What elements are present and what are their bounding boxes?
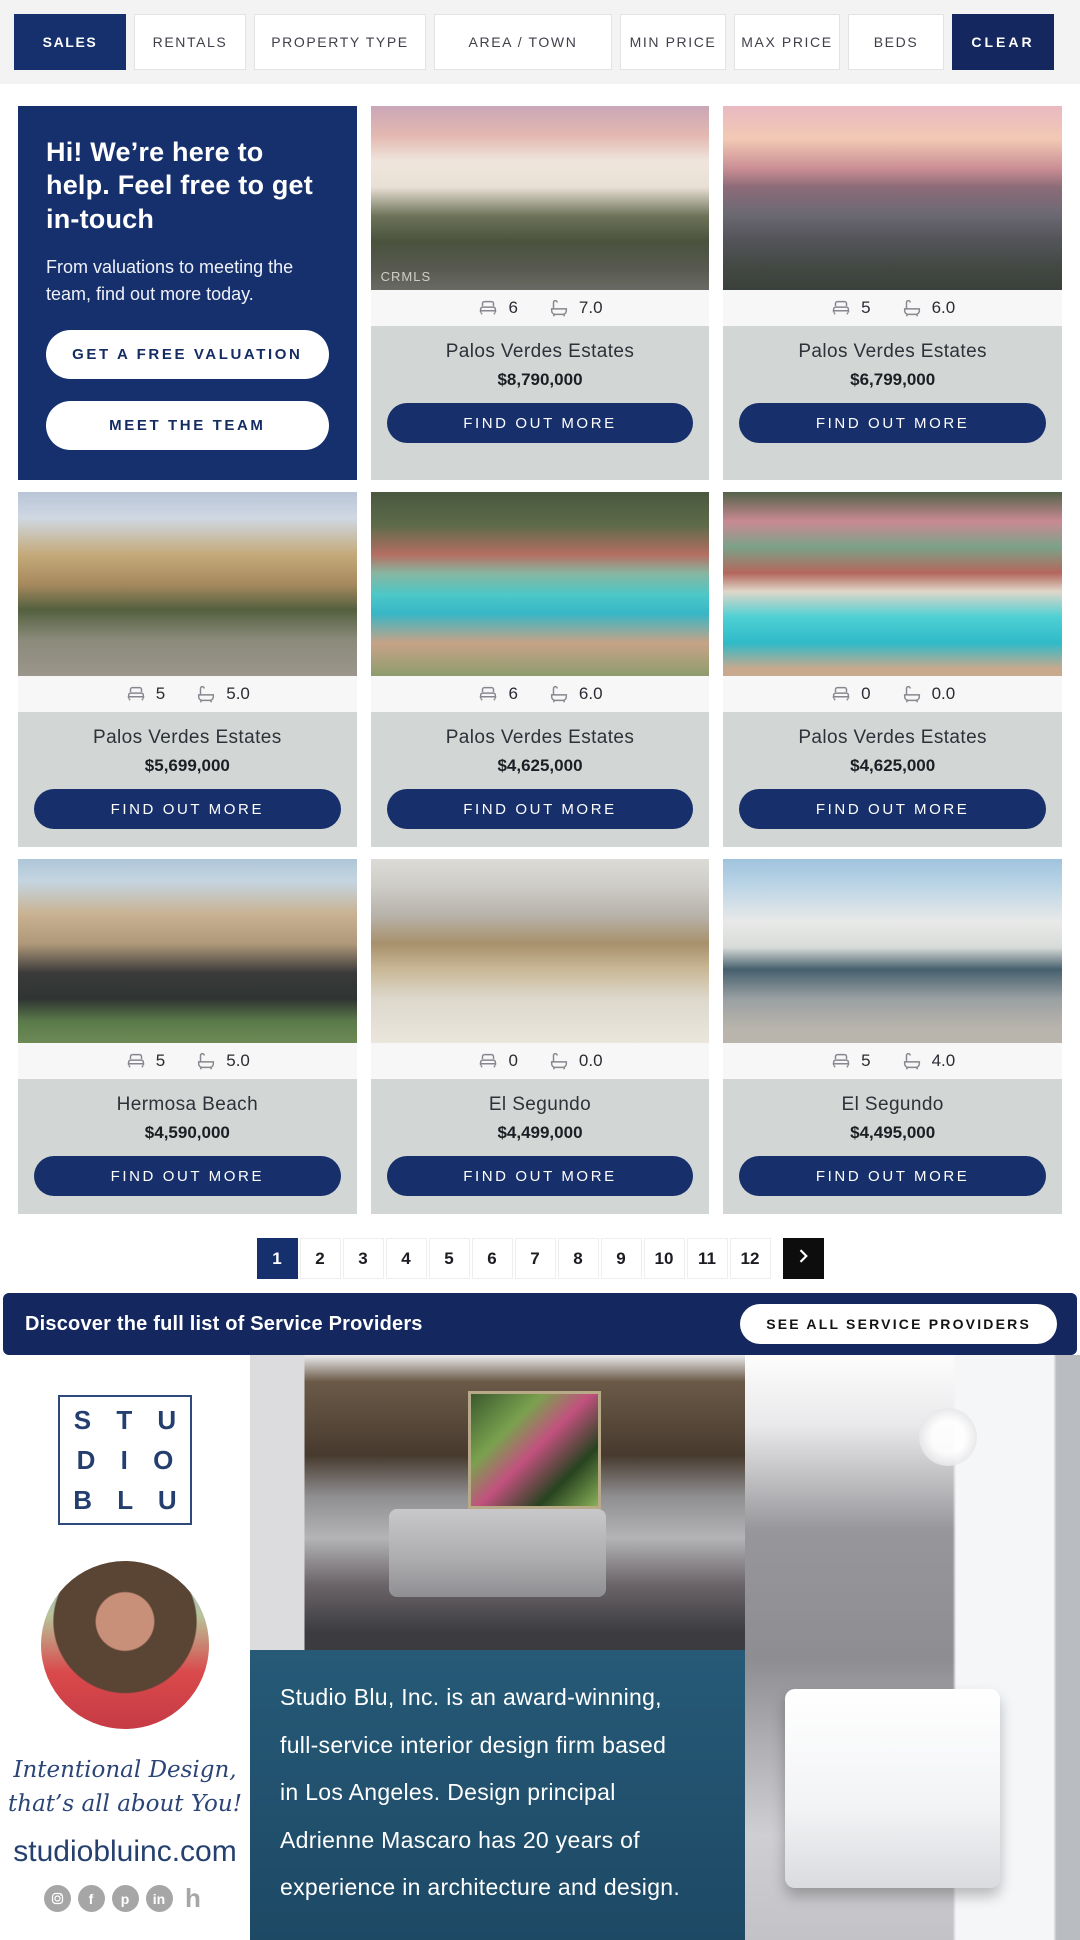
promo-body: From valuations to meeting the team, find out more today. (46, 257, 294, 305)
find-out-more-button[interactable]: FIND OUT MORE (739, 1156, 1046, 1196)
listing-card (371, 859, 710, 1214)
bath-icon (195, 1050, 217, 1072)
beds-count: 6 (508, 684, 518, 704)
beds-count: 5 (861, 1051, 871, 1071)
description-line: Adrienne Mascaro has 20 years of (280, 1826, 640, 1853)
pinterest-icon[interactable]: p (112, 1885, 139, 1912)
banner-text: Discover the full list of Service Providers (25, 1312, 423, 1335)
find-out-more-button[interactable]: FIND OUT MORE (34, 1156, 341, 1196)
logo-line: D I O (76, 1445, 183, 1476)
listing-photo[interactable] (723, 106, 1062, 290)
listing-info (371, 1079, 710, 1214)
meet-the-team-button[interactable]: MEET THE TEAM (46, 401, 329, 450)
listing-photo[interactable] (18, 492, 357, 676)
listing-price: $4,499,000 (497, 1123, 583, 1143)
listing-card (371, 492, 710, 847)
listing-location: Palos Verdes Estates (798, 727, 987, 749)
studio-blu-website-link[interactable]: studiobluinc.com (13, 1835, 237, 1869)
logo-line: B L U (73, 1485, 186, 1516)
page-button-6[interactable]: 6 (472, 1238, 513, 1279)
bed-icon (125, 683, 147, 705)
listing-card (18, 859, 357, 1214)
description-line: full-service interior design firm based (280, 1731, 667, 1758)
bed-icon (477, 683, 499, 705)
find-out-more-button[interactable]: FIND OUT MORE (739, 403, 1046, 443)
description-line: experience in architecture and design. (280, 1874, 681, 1901)
listing-stats (371, 1043, 710, 1079)
beds-count: 5 (861, 298, 871, 317)
beds-count: 5 (155, 1051, 166, 1071)
listing-photo[interactable] (723, 859, 1062, 1043)
bed-icon (830, 683, 852, 705)
description-line: in Los Angeles. Design principal (280, 1779, 616, 1806)
listing-card (723, 492, 1062, 847)
listing-card (18, 492, 357, 847)
filter-max-price-button[interactable]: MAX PRICE (734, 14, 840, 70)
houzz-icon[interactable]: h (185, 1883, 201, 1914)
bath-icon (548, 1050, 570, 1072)
logo-line: S T U (73, 1405, 186, 1436)
page-button-11[interactable]: 11 (687, 1238, 728, 1279)
listing-info (18, 1079, 357, 1214)
see-all-service-providers-button[interactable]: SEE ALL SERVICE PROVIDERS (740, 1304, 1057, 1344)
listing-stats (371, 290, 710, 326)
listing-photo[interactable] (371, 492, 710, 676)
filter-sales-button[interactable]: SALES (14, 14, 126, 70)
listing-photo[interactable] (371, 859, 710, 1043)
bed-icon (477, 1050, 499, 1072)
listing-price: $5,699,000 (144, 756, 230, 776)
baths-count: 4.0 (931, 1051, 956, 1071)
page-button-2[interactable]: 2 (300, 1238, 341, 1279)
page-button-4[interactable]: 4 (386, 1238, 427, 1279)
listing-location: Palos Verdes Estates (93, 727, 282, 749)
listing-card (371, 106, 710, 480)
bed-icon (830, 297, 852, 319)
contact-promo-card (18, 106, 357, 480)
filter-property-type-button[interactable]: PROPERTY TYPE (254, 14, 426, 70)
bath-icon (195, 683, 217, 705)
linkedin-icon[interactable]: in (146, 1885, 173, 1912)
filter-bar (0, 0, 1080, 84)
listing-info (371, 326, 710, 480)
listing-location: Hermosa Beach (116, 1094, 259, 1116)
pendant-lamp (919, 1408, 977, 1466)
studio-blu-left-panel (0, 1355, 250, 1940)
filter-rentals-button[interactable]: RENTALS (134, 14, 246, 70)
listing-location: El Segundo (488, 1094, 592, 1116)
filter-min-price-button[interactable]: MIN PRICE (620, 14, 726, 70)
next-page-button[interactable] (783, 1238, 824, 1279)
find-out-more-button[interactable]: FIND OUT MORE (34, 789, 341, 829)
studio-blu-ad[interactable] (0, 1355, 1080, 1940)
find-out-more-button[interactable]: FIND OUT MORE (739, 789, 1046, 829)
page-button-5[interactable]: 5 (429, 1238, 470, 1279)
designer-portrait-photo (41, 1561, 209, 1729)
listing-location: Palos Verdes Estates (445, 341, 635, 362)
listing-price: $4,590,000 (144, 1123, 230, 1143)
listing-photo[interactable] (18, 859, 357, 1043)
bath-icon (548, 683, 570, 705)
beds-count: 0 (861, 684, 871, 704)
listings-grid (0, 84, 1080, 1214)
social-icons (44, 1885, 207, 1912)
baths-count: 6.0 (931, 298, 956, 317)
find-out-more-button[interactable]: FIND OUT MORE (387, 1156, 694, 1196)
page-button-8[interactable]: 8 (558, 1238, 599, 1279)
listing-card (723, 859, 1062, 1214)
tagline-line: that’s all about You! (8, 1791, 242, 1818)
listing-price: $4,495,000 (850, 1123, 936, 1143)
baths-count: 0.0 (578, 1051, 603, 1071)
listing-card (723, 106, 1062, 480)
find-out-more-button[interactable]: FIND OUT MORE (387, 789, 694, 829)
baths-count: 6.0 (578, 684, 603, 704)
promo-heading: Hi! We’re here to help. Feel free to get in-touch (46, 137, 313, 234)
baths-count: 5.0 (226, 684, 250, 704)
bath-icon (548, 297, 570, 319)
listing-location: Palos Verdes Estates (445, 727, 635, 749)
bathroom-photo (745, 1355, 1080, 1940)
listing-info (723, 1079, 1062, 1214)
bed-icon (830, 1050, 852, 1072)
pagination (0, 1238, 1080, 1279)
filter-clear-button[interactable]: CLEAR (952, 14, 1054, 70)
baths-count: 7.0 (578, 298, 603, 317)
instagram-icon[interactable] (44, 1885, 71, 1912)
beds-count: 0 (508, 1051, 518, 1071)
beds-count: 6 (508, 298, 518, 317)
page-button-7[interactable]: 7 (515, 1238, 556, 1279)
page-button-9[interactable]: 9 (601, 1238, 642, 1279)
listing-location: El Segundo (841, 1094, 944, 1116)
listing-photo[interactable] (723, 492, 1062, 676)
baths-count: 5.0 (226, 1051, 250, 1071)
listing-location: Palos Verdes Estates (798, 341, 987, 362)
filter-beds-button[interactable]: BEDS (848, 14, 944, 70)
description-line: Studio Blu, Inc. is an award-winning, (280, 1684, 662, 1711)
baths-count: 0.0 (931, 684, 956, 704)
service-providers-banner (3, 1293, 1077, 1355)
listing-price: $4,625,000 (850, 756, 936, 776)
bath-icon (901, 297, 923, 319)
listing-stats (18, 676, 357, 712)
abstract-painting (468, 1391, 602, 1509)
beds-count: 5 (155, 684, 166, 704)
filter-area-town-button[interactable]: AREA / TOWN (434, 14, 612, 70)
bed-icon (125, 1050, 147, 1072)
studio-blu-description (250, 1650, 745, 1940)
studio-blu-logo (58, 1395, 192, 1525)
bedroom-photo (250, 1355, 745, 1650)
bathtub (785, 1689, 999, 1888)
listing-price: $8,790,000 (497, 370, 583, 389)
page-button-10[interactable]: 10 (644, 1238, 685, 1279)
listing-stats (723, 290, 1062, 326)
listing-info (18, 712, 357, 847)
page-button-3[interactable]: 3 (343, 1238, 384, 1279)
page-button-1[interactable]: 1 (257, 1238, 298, 1279)
listing-photo[interactable] (371, 106, 710, 290)
chevron-right-icon (793, 1246, 813, 1271)
listing-stats (723, 1043, 1062, 1079)
listing-info (723, 326, 1062, 480)
bed-icon (477, 297, 499, 319)
find-out-more-button[interactable]: FIND OUT MORE (387, 403, 694, 443)
listing-stats (723, 676, 1062, 712)
listing-price: $6,799,000 (850, 370, 936, 389)
bed-decoration (389, 1509, 607, 1598)
facebook-icon[interactable]: f (78, 1885, 105, 1912)
studio-blu-center-panel (250, 1355, 745, 1940)
listing-info (723, 712, 1062, 847)
get-free-valuation-button[interactable]: GET A FREE VALUATION (46, 330, 329, 379)
bath-icon (901, 1050, 923, 1072)
page-button-12[interactable]: 12 (730, 1238, 771, 1279)
listing-price: $4,625,000 (497, 756, 583, 776)
studio-blu-tagline (8, 1753, 242, 1821)
tagline-line: Intentional Design, (13, 1757, 237, 1784)
listing-info (371, 712, 710, 847)
listing-stats (371, 676, 710, 712)
listing-stats (18, 1043, 357, 1079)
bath-icon (901, 683, 923, 705)
crmls-watermark: CRMLS (380, 269, 432, 284)
